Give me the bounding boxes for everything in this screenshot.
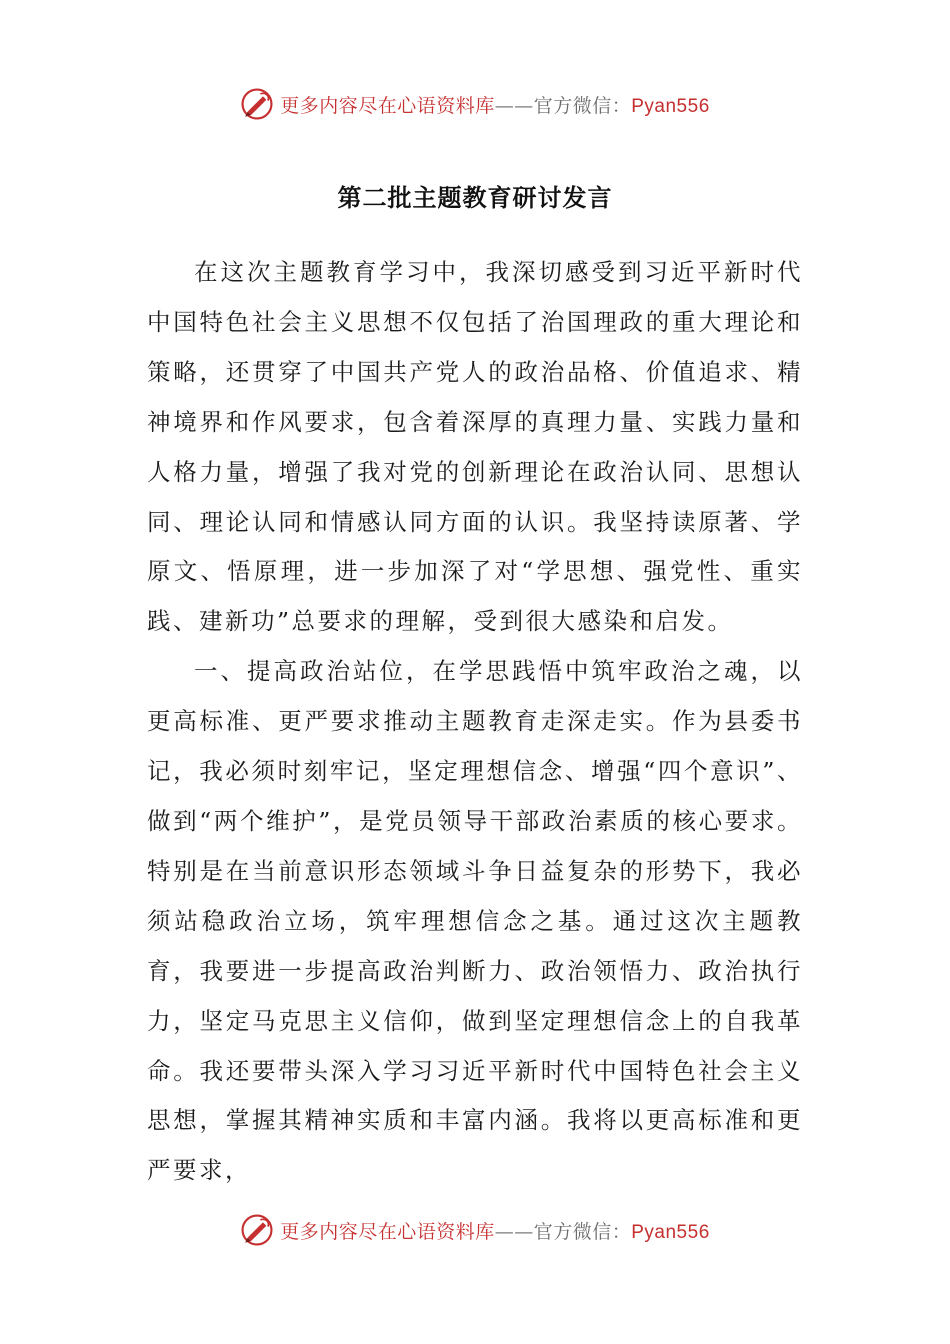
paragraph-intro: 在这次主题教育学习中，我深切感受到习近平新时代中国特色社会主义思想不仅包括了治国理政的重大理论和策略，还贯穿了中国共产党人的政治品格、价值追求、精神境界和作风要求，包含着深厚的真理力量、实践力量和人格力量，增强了我对党的创新理论在政治认同、思想认同、理论认同和情感认同方面的认识。我坚持读原著、学原文、悟原理，进一步加深了对“学思想、强党性、重实践、建新功”总要求的理解，受到很大感染和启发。: [147, 258, 803, 636]
banner-dash: ——: [494, 94, 534, 117]
document-title: 第二批主题教育研讨发言: [337, 184, 613, 212]
banner-dash: ——: [494, 1220, 534, 1243]
banner-promo-text: 更多内容尽在心语资料库: [280, 94, 495, 117]
pen-logo-icon: [240, 1213, 274, 1247]
header-watermark-banner: [0, 84, 950, 124]
pen-logo-icon: [240, 87, 274, 121]
banner-wechat-label: 官方微信：: [533, 94, 632, 117]
banner-wechat-id: Pyan556: [631, 95, 710, 117]
banner-wechat-label: 官方微信：: [533, 1220, 632, 1243]
footer-watermark-banner: [0, 1210, 950, 1250]
document-body: [147, 248, 803, 1196]
banner-wechat-id: Pyan556: [631, 1221, 710, 1243]
paragraph-section-one: 一、提高政治站位，在学思践悟中筑牢政治之魂，以更高标准、更严要求推动主题教育走深走实。作为县委书记，我必须时刻牢记，坚定理想信念、增强“四个意识”、做到“两个维护”，是党员领导干部政治素质的核心要求。特别是在当前意识形态领域斗争日益复杂的形势下，我必须站稳政治立场，筑牢理想信念之基。通过这次主题教育，我要进一步提高政治判断力、政治领悟力、政治执行力，坚定马克思主义信仰，做到坚定理想信念上的自我革命。我还要带头深入学习习近平新时代中国特色社会主义思想，掌握其精神实质和丰富内涵。我将以更高标准和更严要求，: [147, 657, 803, 1185]
banner-promo-text: 更多内容尽在心语资料库: [280, 1220, 495, 1243]
